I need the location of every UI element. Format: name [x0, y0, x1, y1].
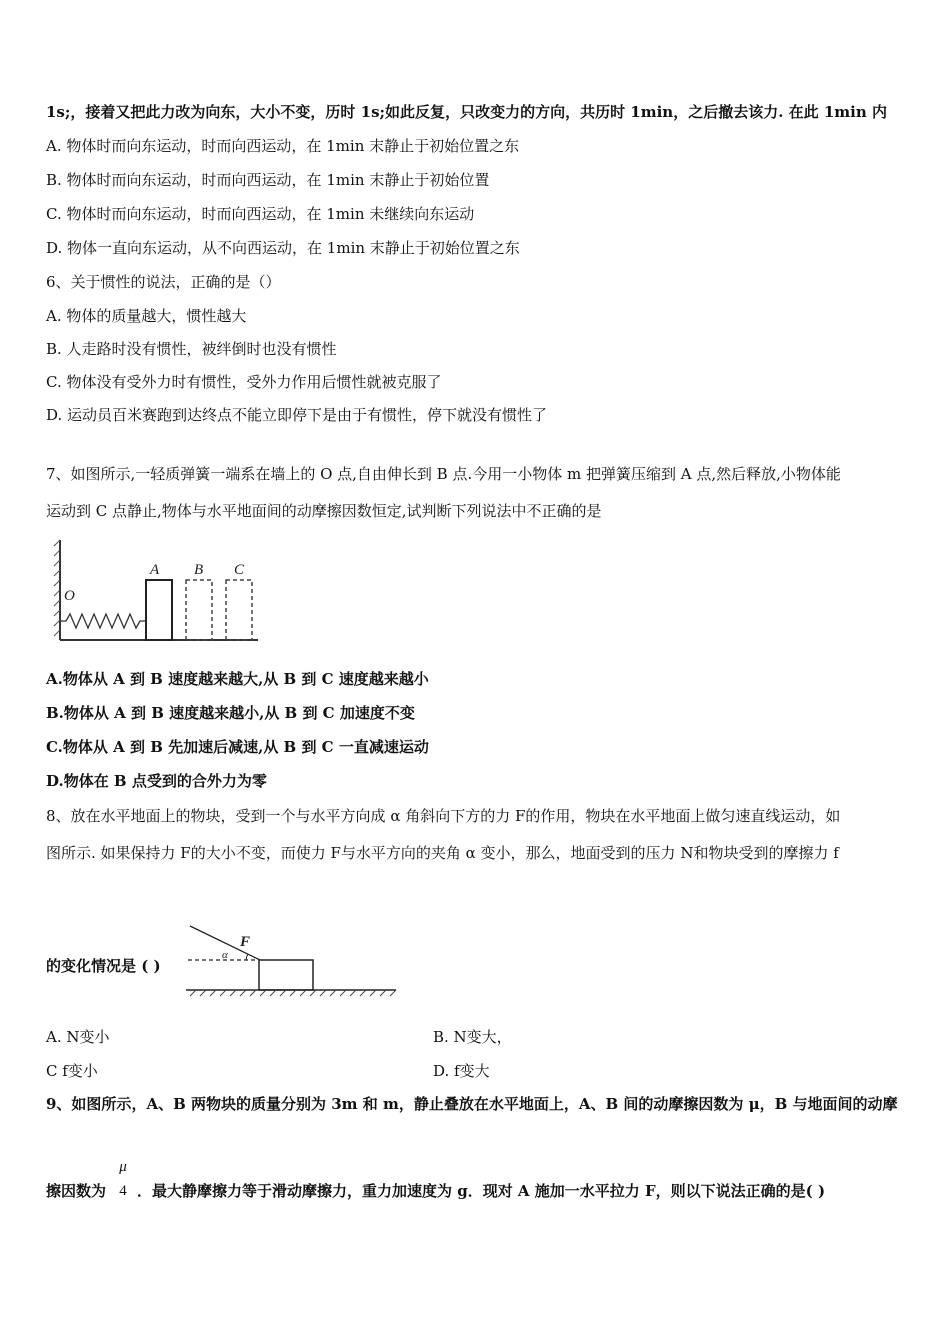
- q5-option-c: C. 物体时而向东运动，时而向西运动，在 1min 未继续向东运动: [46, 205, 475, 223]
- q5-stem-continued: 1s;，接着又把此力改为向东，大小不变，历时 1s;如此反复，只改变力的方向，共历时 1min，之后撤去该力. 在此 1min 内: [46, 103, 888, 121]
- block-b-dashed: [186, 580, 212, 640]
- label-alpha: α: [222, 949, 228, 961]
- label-b: B: [194, 562, 204, 578]
- q6-option-a: A. 物体的质量越大，惯性越大: [46, 307, 247, 325]
- q8-stem-line1: 8、放在水平地面上的物块，受到一个与水平方向成 α 角斜向下方的力 F的作用，物块在水平地面上做匀速直线运动，如: [46, 807, 841, 825]
- q7-option-a: A.物体从 A 到 B 速度越来越大,从 B 到 C 速度越来越小: [46, 670, 429, 688]
- spring: [60, 614, 146, 628]
- q6-stem: 6、关于惯性的说法，正确的是（）: [46, 273, 281, 291]
- q5-option-d: D. 物体一直向东运动，从不向西运动，在 1min 末静止于初始位置之东: [46, 239, 520, 257]
- fraction-numerator: μ: [119, 1159, 127, 1175]
- fraction-denominator: 4: [119, 1183, 127, 1199]
- q5-option-b: B. 物体时而向东运动，时而向西运动，在 1min 末静止于初始位置: [46, 171, 490, 189]
- q8-stem-line2: 图所示. 如果保持力 F的大小不变，而使力 F与水平方向的夹角 α 变小，那么，地面受到的压力 N和物块受到的摩擦力 f: [46, 844, 839, 862]
- spring-block-figure: [50, 536, 270, 646]
- block-c-dashed: [226, 580, 252, 640]
- block: [259, 960, 313, 990]
- label-f: F: [240, 934, 251, 950]
- q8-option-c: C f变小: [46, 1062, 98, 1080]
- label-c: C: [234, 562, 245, 578]
- q5-option-a: A. 物体时而向东运动，时而向西运动，在 1min 末静止于初始位置之东: [46, 137, 520, 155]
- q7-stem-line1: 7、如图所示,一轻质弹簧一端系在墙上的 O 点,自由伸长到 B 点.今用一小物体 m 把弹簧压缩到 A 点,然后释放,小物体能: [46, 465, 841, 483]
- q7-option-b: B.物体从 A 到 B 速度越来越小,从 B 到 C 加速度不变: [46, 704, 415, 722]
- q8-option-a: A. N变小: [46, 1028, 110, 1046]
- q8-option-d: D. f变大: [433, 1062, 490, 1080]
- q9-stem-line2-end: ．最大静摩擦力等于滑动摩擦力，重力加速度为 g．现对 A 施加一水平拉力 F，则以下说法正确的是( ): [137, 1182, 826, 1200]
- q9-stem-line1: 9、如图所示，A、B 两物块的质量分别为 3m 和 m，静止叠放在水平地面上，A、B 间的动摩擦因数为 μ，B 与地面间的动摩: [46, 1095, 898, 1113]
- label-o: O: [64, 588, 75, 604]
- q6-option-b: B. 人走路时没有惯性，被绊倒时也没有惯性: [46, 340, 337, 358]
- q6-option-c: C. 物体没有受外力时有惯性，受外力作用后惯性就被克服了: [46, 373, 442, 391]
- mu-over-4-fraction: [115, 1157, 131, 1201]
- q7-option-c: C.物体从 A 到 B 先加速后减速,从 B 到 C 一直减速运动: [46, 738, 429, 756]
- label-a: A: [150, 562, 160, 578]
- q8-stem-line3: 的变化情况是 ( ): [46, 957, 161, 975]
- q6-option-d: D. 运动员百米赛跑到达终点不能立即停下是由于有惯性，停下就没有惯性了: [46, 406, 548, 424]
- q8-option-b: B. N变大，: [433, 1028, 512, 1046]
- q7-option-d: D.物体在 B 点受到的合外力为零: [46, 772, 267, 790]
- inclined-force-figure: [186, 924, 401, 1000]
- q7-stem-line2: 运动到 C 点静止,物体与水平地面间的动摩擦因数恒定,试判断下列说法中不正确的是: [46, 502, 602, 520]
- q9-stem-line2-start: 擦因数为: [46, 1182, 107, 1200]
- block-a: [146, 580, 172, 640]
